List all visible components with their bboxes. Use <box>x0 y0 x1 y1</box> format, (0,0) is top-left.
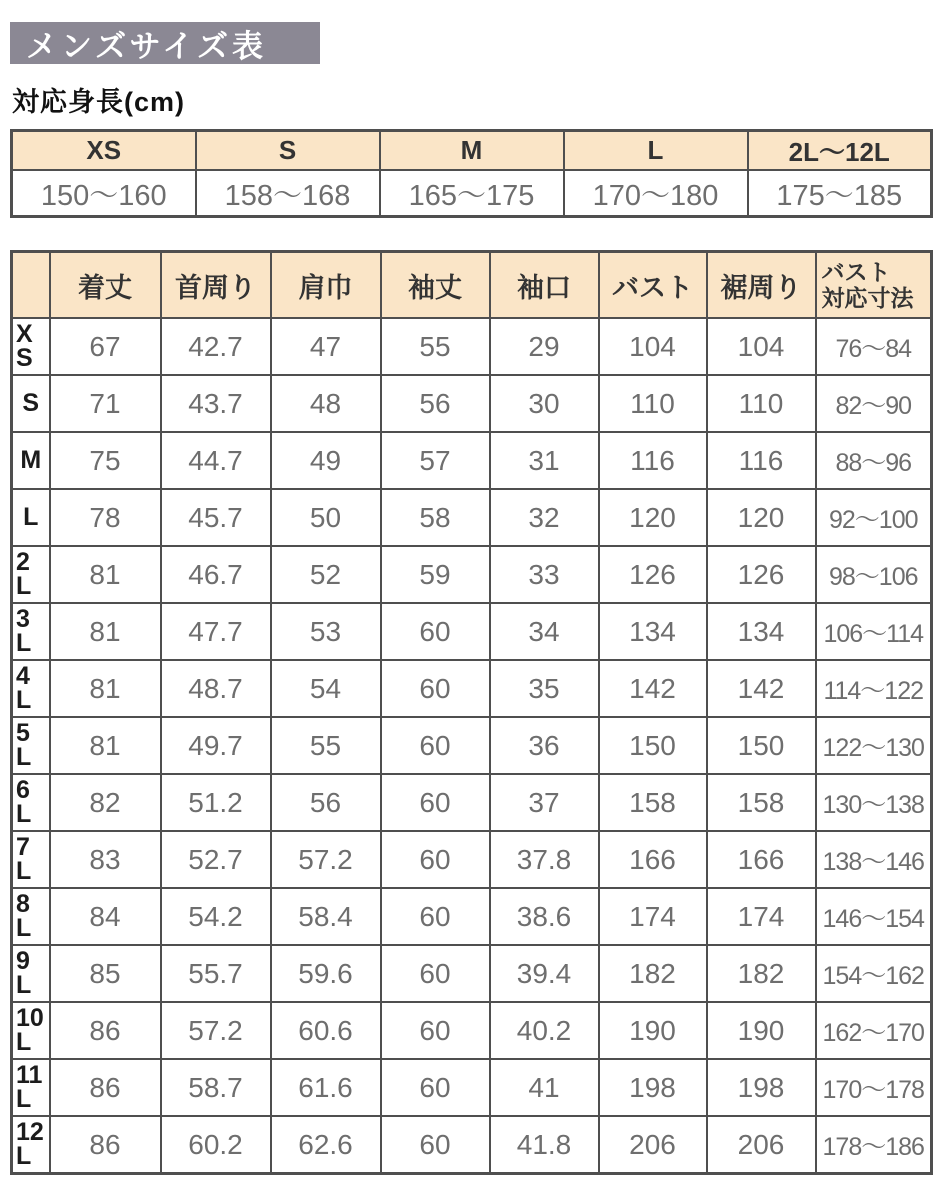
measurement-cell: 110 <box>599 375 707 432</box>
size-label-cell <box>12 774 50 831</box>
measurement-cell: 59 <box>381 546 490 603</box>
size-label-cell <box>12 318 50 375</box>
size-label-top: 4 <box>16 661 30 690</box>
measurement-cell: 62.6 <box>271 1116 381 1174</box>
measurement-cell: 46.7 <box>161 546 271 603</box>
measurement-cell: 190 <box>599 1002 707 1059</box>
height-size-header-cell: L <box>564 131 748 171</box>
table-row <box>12 546 932 603</box>
table-row <box>12 489 932 546</box>
size-label-cell: M <box>12 432 50 489</box>
table-row <box>12 1116 932 1174</box>
page-title: メンズサイズ表 <box>26 28 267 64</box>
measurement-cell: 49.7 <box>161 717 271 774</box>
size-label-cell <box>12 546 50 603</box>
bust-range-cell: 178〜186 <box>816 1116 932 1174</box>
measurement-cell: 134 <box>599 603 707 660</box>
measurement-cell: 67 <box>50 318 161 375</box>
measurement-cell: 166 <box>599 831 707 888</box>
measurement-cell: 182 <box>707 945 816 1002</box>
table-row <box>12 1059 932 1116</box>
column-header-cell: 裾周り <box>707 252 816 319</box>
measurement-cell: 54.2 <box>161 888 271 945</box>
measurement-cell: 55 <box>271 717 381 774</box>
table-row <box>12 375 932 432</box>
measurement-cell: 126 <box>707 546 816 603</box>
column-header-cell: 袖口 <box>490 252 599 319</box>
bust-range-cell: 88〜96 <box>816 432 932 489</box>
bust-range-cell: 82〜90 <box>816 375 932 432</box>
size-label-bottom: L <box>16 970 32 999</box>
size-table <box>10 250 933 1175</box>
table-row <box>12 1002 932 1059</box>
measurement-cell: 104 <box>707 318 816 375</box>
measurement-cell: 174 <box>599 888 707 945</box>
size-label-bottom: L <box>16 1027 32 1056</box>
size-label-top: 10 <box>16 1003 44 1032</box>
height-range-cell: 170〜180 <box>564 170 748 217</box>
measurement-cell: 48 <box>271 375 381 432</box>
size-label-bottom: L <box>16 856 32 885</box>
height-table <box>10 129 933 218</box>
measurement-cell: 39.4 <box>490 945 599 1002</box>
size-label-top: 6 <box>16 775 30 804</box>
bust-range-cell: 130〜138 <box>816 774 932 831</box>
measurement-cell: 86 <box>50 1002 161 1059</box>
measurement-cell: 120 <box>599 489 707 546</box>
measurement-cell: 47.7 <box>161 603 271 660</box>
measurement-cell: 81 <box>50 546 161 603</box>
size-label-bottom: L <box>16 1084 32 1113</box>
size-label-top: 11 <box>16 1060 43 1089</box>
bust-range-cell: 154〜162 <box>816 945 932 1002</box>
height-range-cell: 165〜175 <box>380 170 564 217</box>
bust-range-cell: 146〜154 <box>816 888 932 945</box>
measurement-cell: 58 <box>381 489 490 546</box>
measurement-cell: 52.7 <box>161 831 271 888</box>
measurement-cell: 158 <box>707 774 816 831</box>
size-label-bottom: L <box>16 628 32 657</box>
measurement-cell: 116 <box>599 432 707 489</box>
measurement-cell: 75 <box>50 432 161 489</box>
column-header-cell: 着丈 <box>50 252 161 319</box>
height-range-cell: 158〜168 <box>196 170 380 217</box>
size-label-top: 8 <box>16 889 30 918</box>
measurement-cell: 41.8 <box>490 1116 599 1174</box>
measurement-cell: 60 <box>381 774 490 831</box>
measurement-cell: 54 <box>271 660 381 717</box>
bust-range-cell: 92〜100 <box>816 489 932 546</box>
measurement-cell: 52 <box>271 546 381 603</box>
measurement-cell: 82 <box>50 774 161 831</box>
corner-cell <box>12 252 50 319</box>
size-table-header-row <box>12 252 932 319</box>
measurement-cell: 30 <box>490 375 599 432</box>
measurement-cell: 41 <box>490 1059 599 1116</box>
bust-range-cell: 76〜84 <box>816 318 932 375</box>
size-label-cell <box>12 1059 50 1116</box>
measurement-cell: 86 <box>50 1116 161 1174</box>
measurement-cell: 150 <box>707 717 816 774</box>
size-label-cell <box>12 945 50 1002</box>
measurement-cell: 38.6 <box>490 888 599 945</box>
measurement-cell: 81 <box>50 717 161 774</box>
height-table-value-row <box>12 170 932 217</box>
measurement-cell: 190 <box>707 1002 816 1059</box>
size-label-top: 12 <box>16 1117 44 1146</box>
bust-range-header-line2: 対応寸法 <box>821 285 914 311</box>
measurement-cell: 53 <box>271 603 381 660</box>
height-size-header-cell: 2L〜12L <box>748 131 932 171</box>
bust-range-cell: 170〜178 <box>816 1059 932 1116</box>
measurement-cell: 81 <box>50 603 161 660</box>
size-label-bottom: S <box>16 343 33 372</box>
size-label-bottom: L <box>16 742 32 771</box>
bust-range-header-line1: バスト <box>821 258 891 285</box>
measurement-cell: 206 <box>599 1116 707 1174</box>
measurement-cell: 29 <box>490 318 599 375</box>
measurement-cell: 60 <box>381 945 490 1002</box>
page-title-bar <box>10 22 320 64</box>
height-range-cell: 150〜160 <box>12 170 196 217</box>
table-row <box>12 774 932 831</box>
measurement-cell: 56 <box>381 375 490 432</box>
measurement-cell: 86 <box>50 1059 161 1116</box>
bust-range-header-cell <box>816 252 932 319</box>
measurement-cell: 182 <box>599 945 707 1002</box>
size-label-bottom: L <box>16 685 32 714</box>
measurement-cell: 44.7 <box>161 432 271 489</box>
size-label-bottom: L <box>16 913 32 942</box>
size-label-cell <box>12 888 50 945</box>
measurement-cell: 50 <box>271 489 381 546</box>
measurement-cell: 59.6 <box>271 945 381 1002</box>
size-label-cell <box>12 717 50 774</box>
height-section-heading: 対応身長(cm) <box>12 87 186 117</box>
measurement-cell: 47 <box>271 318 381 375</box>
measurement-cell: 206 <box>707 1116 816 1174</box>
size-label-top: 3 <box>16 604 30 633</box>
measurement-cell: 198 <box>599 1059 707 1116</box>
size-label-bottom: L <box>16 1141 32 1170</box>
size-label-cell <box>12 831 50 888</box>
measurement-cell: 61.6 <box>271 1059 381 1116</box>
measurement-cell: 37 <box>490 774 599 831</box>
measurement-cell: 56 <box>271 774 381 831</box>
table-row <box>12 945 932 1002</box>
measurement-cell: 83 <box>50 831 161 888</box>
measurement-cell: 31 <box>490 432 599 489</box>
measurement-cell: 60 <box>381 660 490 717</box>
measurement-cell: 43.7 <box>161 375 271 432</box>
measurement-cell: 104 <box>599 318 707 375</box>
measurement-cell: 60 <box>381 831 490 888</box>
height-size-header-cell: M <box>380 131 564 171</box>
column-header-cell: 首周り <box>161 252 271 319</box>
size-label-bottom: L <box>16 571 32 600</box>
measurement-cell: 142 <box>599 660 707 717</box>
measurement-cell: 57.2 <box>271 831 381 888</box>
size-label-top: 2 <box>16 547 30 576</box>
measurement-cell: 35 <box>490 660 599 717</box>
size-label-top: 7 <box>16 832 30 861</box>
measurement-cell: 78 <box>50 489 161 546</box>
size-label-top: 9 <box>16 946 30 975</box>
measurement-cell: 84 <box>50 888 161 945</box>
bust-range-cell: 138〜146 <box>816 831 932 888</box>
size-label-top: X <box>16 319 33 348</box>
measurement-cell: 58.7 <box>161 1059 271 1116</box>
bust-range-cell: 98〜106 <box>816 546 932 603</box>
measurement-cell: 60 <box>381 888 490 945</box>
table-row <box>12 603 932 660</box>
measurement-cell: 58.4 <box>271 888 381 945</box>
table-row <box>12 717 932 774</box>
measurement-cell: 60 <box>381 1002 490 1059</box>
measurement-cell: 120 <box>707 489 816 546</box>
measurement-cell: 32 <box>490 489 599 546</box>
height-size-header-cell: XS <box>12 131 196 171</box>
measurement-cell: 85 <box>50 945 161 1002</box>
column-header-cell: バスト <box>599 252 707 319</box>
measurement-cell: 48.7 <box>161 660 271 717</box>
size-label-bottom: L <box>16 799 32 828</box>
measurement-cell: 60 <box>381 603 490 660</box>
table-row <box>12 432 932 489</box>
measurement-cell: 45.7 <box>161 489 271 546</box>
height-size-header-cell: S <box>196 131 380 171</box>
measurement-cell: 42.7 <box>161 318 271 375</box>
measurement-cell: 158 <box>599 774 707 831</box>
measurement-cell: 37.8 <box>490 831 599 888</box>
bust-range-cell: 114〜122 <box>816 660 932 717</box>
measurement-cell: 60 <box>381 1116 490 1174</box>
measurement-cell: 150 <box>599 717 707 774</box>
measurement-cell: 60 <box>381 717 490 774</box>
measurement-cell: 57.2 <box>161 1002 271 1059</box>
table-row <box>12 318 932 375</box>
measurement-cell: 134 <box>707 603 816 660</box>
measurement-cell: 60.6 <box>271 1002 381 1059</box>
measurement-cell: 60.2 <box>161 1116 271 1174</box>
measurement-cell: 34 <box>490 603 599 660</box>
measurement-cell: 57 <box>381 432 490 489</box>
measurement-cell: 40.2 <box>490 1002 599 1059</box>
measurement-cell: 110 <box>707 375 816 432</box>
measurement-cell: 126 <box>599 546 707 603</box>
height-range-cell: 175〜185 <box>748 170 932 217</box>
measurement-cell: 55 <box>381 318 490 375</box>
size-label-cell <box>12 1002 50 1059</box>
size-label-cell: S <box>12 375 50 432</box>
height-table-header-row <box>12 131 932 171</box>
table-row <box>12 660 932 717</box>
table-row <box>12 888 932 945</box>
bust-range-cell: 162〜170 <box>816 1002 932 1059</box>
measurement-cell: 36 <box>490 717 599 774</box>
measurement-cell: 60 <box>381 1059 490 1116</box>
size-label-top: 5 <box>16 718 30 747</box>
measurement-cell: 116 <box>707 432 816 489</box>
column-header-cell: 肩巾 <box>271 252 381 319</box>
measurement-cell: 81 <box>50 660 161 717</box>
measurement-cell: 49 <box>271 432 381 489</box>
bust-range-cell: 122〜130 <box>816 717 932 774</box>
measurement-cell: 51.2 <box>161 774 271 831</box>
measurement-cell: 71 <box>50 375 161 432</box>
measurement-cell: 33 <box>490 546 599 603</box>
size-label-cell <box>12 660 50 717</box>
table-row <box>12 831 932 888</box>
size-label-cell: L <box>12 489 50 546</box>
measurement-cell: 174 <box>707 888 816 945</box>
measurement-cell: 198 <box>707 1059 816 1116</box>
size-label-cell <box>12 603 50 660</box>
measurement-cell: 166 <box>707 831 816 888</box>
bust-range-cell: 106〜114 <box>816 603 932 660</box>
size-label-cell <box>12 1116 50 1174</box>
measurement-cell: 55.7 <box>161 945 271 1002</box>
measurement-cell: 142 <box>707 660 816 717</box>
column-header-cell: 袖丈 <box>381 252 490 319</box>
